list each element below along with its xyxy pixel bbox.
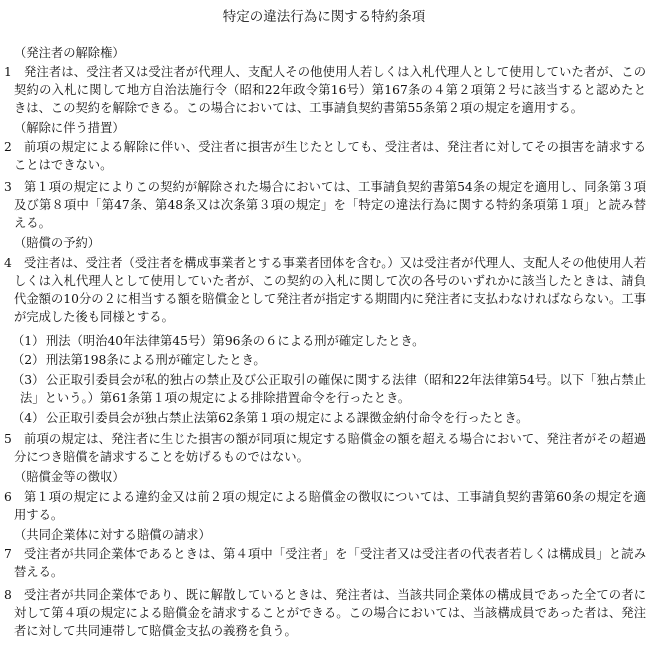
clause-7 <box>0 545 646 581</box>
clause-2 <box>0 138 646 174</box>
clause-text: 発注者は、受注者又は受注者が代理人、支配人その他使用人若しくは入札代理人として使用していた者が、この契約の入札に関して地方自治法施行令（昭和22年政令第16号）第167条の４第２項第２号に該当すると認めたときは、この契約を解除できる。この場合においては、工事請負契約書第55条第２項の規定を適用する。 <box>14 65 646 115</box>
section-heading-collection: （賠償金等の徴収） <box>14 470 125 484</box>
clause-4-item-4 <box>0 409 646 427</box>
item-label: （3） <box>12 373 45 387</box>
clause-3 <box>0 178 646 232</box>
section-heading-measures: （解除に伴う措置） <box>14 121 125 135</box>
section-heading-termination: （発注者の解除権） <box>14 46 125 60</box>
document-title: 特定の違法行為に関する特約条項 <box>222 9 426 25</box>
clause-number: 2 <box>4 140 12 154</box>
clause-1 <box>0 63 646 117</box>
clause-number: 7 <box>4 547 12 561</box>
item-label: （4） <box>12 411 45 425</box>
clause-text: 前項の規定による解除に伴い、受注者に損害が生じたとしても、受注者は、発注者に対してその損害を請求することはできない。 <box>14 140 646 172</box>
clause-text: 受注者が共同企業体であり、既に解散しているときは、発注者は、当該共同企業体の構成員であった全ての者に対して第４項の規定による賠償金を請求することができる。この場合においては、当該構成員であった者は、発注者に対して共同連帯して賠償金支払の義務を負う。 <box>14 588 646 638</box>
clause-number: 3 <box>4 180 12 194</box>
clause-4 <box>0 254 646 326</box>
clause-text: 第１項の規定によりこの契約が解除された場合においては、工事請負契約書第54条の規定を適用し、同条第３項及び第８項中「第47条、第48条又は次条第３項の規定」を「特定の違法行為に関する特約条項第１項」と読み替える。 <box>14 180 646 230</box>
section-heading-jv-claims: （共同企業体に対する賠償の請求） <box>14 528 211 542</box>
clause-number: 5 <box>4 432 12 446</box>
section-heading-damages: （賠償の予約） <box>14 236 101 250</box>
clause-8 <box>0 586 646 640</box>
clause-number: 1 <box>4 65 12 79</box>
item-text: 刑法第198条による刑が確定したとき。 <box>46 353 266 367</box>
clause-text: 前項の規定は、発注者に生じた損害の額が同項に規定する賠償金の額を超える場合において、発注者がその超過分につき賠償を請求することを妨げるものではない。 <box>14 432 646 464</box>
clause-text: 受注者は、受注者（受注者を構成事業者とする事業者団体を含む。）又は受注者が代理人、支配人その他使用人若しくは入札代理人として使用していた者が、この契約の入札に関して次の各号のいずれかに該当したときは、請負代金額の10分の２に相当する額を賠償金として発注者が指定する期間内に発注者に支払わなければならない。工事が完成した後も同様とする。 <box>14 256 646 324</box>
item-label: （2） <box>12 353 45 367</box>
clause-text: 第１項の規定による違約金又は前２項の規定による賠償金の徴収については、工事請負契約書第60条の規定を適用する。 <box>14 490 646 522</box>
clause-number: 4 <box>4 256 12 270</box>
item-text: 刑法（明治40年法律第45号）第96条の６による刑が確定したとき。 <box>46 334 425 348</box>
clause-number: 6 <box>4 490 12 504</box>
clause-4-item-3 <box>0 371 646 407</box>
clause-4-item-1 <box>0 332 646 350</box>
item-label: （1） <box>12 334 45 348</box>
item-text: 公正取引委員会が私的独占の禁止及び公正取引の確保に関する法律（昭和22年法律第54号。以下「独占禁止法」という。）第61条第１項の規定による排除措置命令を行ったとき。 <box>20 373 646 405</box>
clause-text: 受注者が共同企業体であるときは、第４項中「受注者」を「受注者又は受注者の代表者若しくは構成員」と読み替える。 <box>14 547 646 579</box>
clause-4-item-2 <box>0 351 646 369</box>
clause-5 <box>0 430 646 466</box>
item-text: 公正取引委員会が独占禁止法第62条第１項の規定による課徴金納付命令を行ったとき。 <box>46 411 529 425</box>
clause-6 <box>0 488 646 524</box>
clause-number: 8 <box>4 588 12 602</box>
